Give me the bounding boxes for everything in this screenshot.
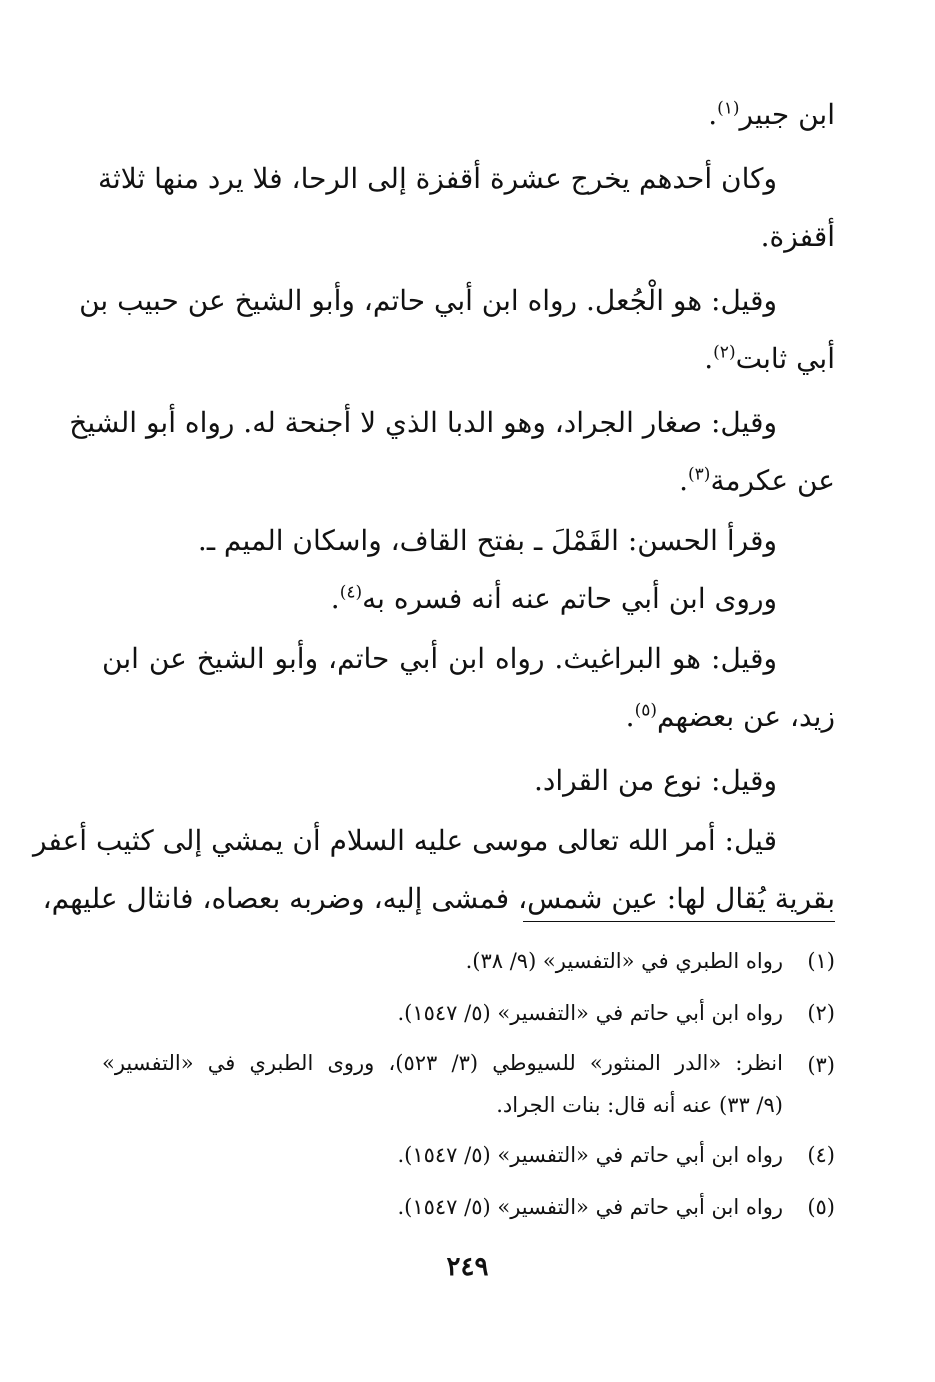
footnote-ref[interactable]: (٥) xyxy=(634,700,657,721)
footnote-item xyxy=(102,938,835,984)
text-line xyxy=(102,570,835,628)
text-segment: عن عكرمة xyxy=(710,464,835,497)
footnote-text xyxy=(102,1042,783,1126)
text-line: وكان أحدهم يخرج عشرة أقفزة إلى الرحا، فلا يرد منها ثلاثة xyxy=(97,162,777,195)
footnote-text: رواه ابن أبي حاتم في «التفسير» (٥/ ١٥٤٧). xyxy=(397,1143,783,1167)
text-segment: . xyxy=(625,700,635,733)
text-segment: وروى ابن أبي حاتم عنه أنه فسره به xyxy=(362,582,777,615)
footnote-ref[interactable]: (٣) xyxy=(688,464,711,485)
footnote-text: رواه ابن أبي حاتم في «التفسير» (٥/ ١٥٤٧). xyxy=(397,1195,783,1219)
text-line xyxy=(102,330,835,388)
footnote-number: (٥) xyxy=(807,1195,835,1219)
text-line: قيل: أمر الله تعالى موسى عليه السلام أن يمشي إلى كثيب أعفر xyxy=(32,824,777,857)
footnote-number: (٣) xyxy=(807,1053,835,1077)
text-line: وقرأ الحسن: القَمْلَ ـ بفتح القاف، واسكان الميم ـ. xyxy=(197,524,777,557)
text-segment: . xyxy=(708,98,718,131)
footnotes-section xyxy=(102,938,835,1230)
footnote-line: انظر: «الدر المنثور» للسيوطي (٣/ ٥٢٣)، وروى الطبري في «التفسير» xyxy=(102,1051,783,1075)
text-line xyxy=(102,452,835,510)
text-segment: ابن جبير xyxy=(739,98,835,131)
main-text xyxy=(32,86,835,928)
page-number: ٢٤٩ xyxy=(446,1252,489,1282)
footnote-text: رواه الطبري في «التفسير» (٩/ ٣٨). xyxy=(465,949,783,973)
footnote-item xyxy=(102,1184,835,1230)
text-line: بقرية يُقال لها: عين شمس، فمشى إليه، وضربه بعصاه، فانثال عليهم، xyxy=(42,882,835,915)
footnote-ref[interactable]: (٢) xyxy=(713,342,736,363)
text-line xyxy=(102,86,835,144)
footnote-number: (٤) xyxy=(807,1143,835,1167)
footnote-item xyxy=(102,1042,835,1126)
footnote-ref[interactable]: (٤) xyxy=(339,582,363,603)
text-segment: زيد، عن بعضهم xyxy=(657,700,835,733)
footnote-text: رواه ابن أبي حاتم في «التفسير» (٥/ ١٥٤٧). xyxy=(397,1001,783,1025)
footnote-ref[interactable]: (١) xyxy=(717,98,740,119)
text-line: أقفزة. xyxy=(760,220,835,253)
footnote-number: (١) xyxy=(807,949,835,973)
text-line: وقيل: صغار الجراد، وهو الدبا الذي لا أجنحة له. رواه أبو الشيخ xyxy=(69,406,777,439)
text-line: وقيل: نوع من القراد. xyxy=(533,764,777,797)
footnote-line: (٩/ ٣٣) عنه أنه قال: بنات الجراد. xyxy=(496,1093,783,1117)
footnote-item xyxy=(102,1132,835,1178)
text-line xyxy=(102,688,835,746)
footnote-number: (٢) xyxy=(807,1001,835,1025)
text-line: وقيل: هو البراغيث. رواه ابن أبي حاتم، وأبو الشيخ عن ابن xyxy=(102,642,777,675)
text-segment: . xyxy=(704,342,714,375)
text-segment: . xyxy=(679,464,689,497)
footnote-divider xyxy=(523,921,835,922)
text-line: وقيل: هو الْجُعل. رواه ابن أبي حاتم، وأبو الشيخ عن حبيب بن xyxy=(79,284,777,317)
footnote-item xyxy=(102,990,835,1036)
text-segment: . xyxy=(330,582,340,615)
text-segment: أبي ثابت xyxy=(735,342,835,375)
